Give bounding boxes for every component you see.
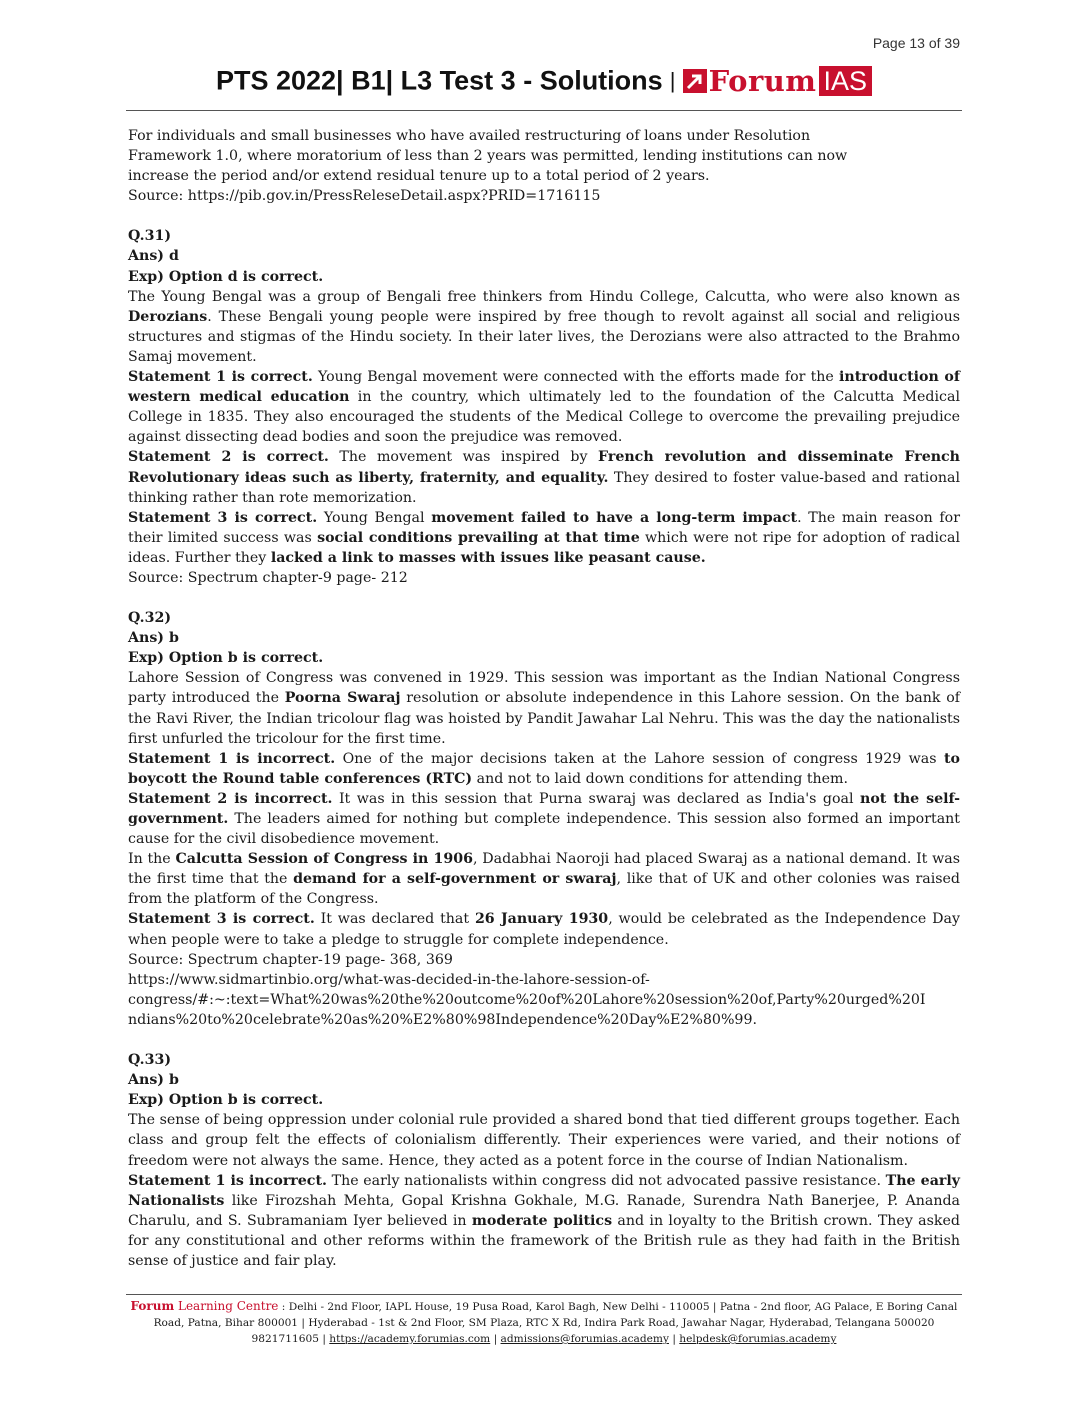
q31-explanation-heading: Exp) Option d is correct.: [128, 268, 324, 285]
q32-source: Source: Spectrum chapter-19 page- 368, 369: [128, 951, 453, 968]
intro-line-1: For individuals and small businesses who have availed restructuring of loans under Resolution: [128, 128, 811, 144]
footer-contact-line: 9821711605 | https://academy.forumias.com | admissions@forumias.academy | helpdesk@forumias.academy: [251, 1333, 837, 1345]
q32-url-line-2: congress/#:~:text=What%20was%20the%20outcome%20of%20Lahore%20session%20of,Party%20urged%20I: [128, 991, 926, 1008]
footer-address-line-2: Road, Patna, Bihar 800001 | Hyderabad - 1st & 2nd Floor, SM Plaza, RTC X Rd, Indira Park Road, Jawahar Nagar, Hyderabad, Telangana 500020: [153, 1317, 935, 1329]
q33-paragraph-1: The sense of being oppression under colonial rule provided a shared bond that tied different groups together. Each class and group felt the effects of colonialism differently. Their experiences were varied, and their notions of freedom were not always the same. Hence, they acted as a potent force in the course of Indian Nationalism.: [128, 1112, 960, 1169]
intro-line-3: increase the period and/or extend residual tenure up to a total period of 2 years.: [128, 168, 710, 185]
footer-brand: Forum Learning Centre: [130, 1299, 279, 1313]
main-content: [128, 126, 960, 1271]
footer-phone: 9821711605: [251, 1333, 319, 1345]
q31-statement-1: Statement 1 is correct. Young Bengal movement were connected with the efforts made for the introduction of western medical education in the country, which ultimately led to the foundation of the Calcutta Medical College in 1835. They also encouraged the students of the Medical College to overcome the prevailing prejudice against dissecting dead bodies and soon the prejudice was removed.: [128, 369, 960, 446]
q33-explanation-heading: Exp) Option b is correct.: [128, 1092, 324, 1109]
q32-url-line-1: https://www.sidmartinbio.org/what-was-decided-in-the-lahore-session-of-: [128, 971, 650, 988]
q32-url-line-3: ndians%20to%20celebrate%20as%20%E2%80%98Independence%20Day%E2%80%99.: [128, 1011, 757, 1028]
q32-statement-1: Statement 1 is incorrect. One of the major decisions taken at the Lahore session of congress 1929 was to boycott the Round table conferences (RTC) and not to laid down conditions for attending them.: [128, 750, 960, 787]
intro-source: Source: https://pib.gov.in/PressReleseDetail.aspx?PRID=1716115: [128, 188, 601, 205]
title-separator: |: [669, 68, 676, 93]
document-header: [0, 64, 1088, 98]
q31-statement-2: Statement 2 is correct. The movement was inspired by French revolution and disseminate French Revolutionary ideas such as liberty, fraternity, and equality. They desired to foster value-based and rational thinking rather than rote memorization.: [128, 449, 960, 506]
footer-website-link[interactable]: https://academy.forumias.com: [329, 1333, 491, 1345]
footer-divider: [126, 1294, 962, 1295]
header-divider: [126, 110, 962, 111]
q33-statement-1: Statement 1 is incorrect. The early nationalists within congress did not advocated passive resistance. The early Nationalists like Firozshah Mehta, Gopal Krishna Gokhale, M.G. Ranade, Surendra Nath Banerjee, P. Ananda Charulu, and S. Subramaniam Iyer believed in moderate politics and in loyalty to the British crown. They asked for any constitutional and other reforms within the framework of the British rule as they had faith in the British sense of justice and fair play.: [128, 1172, 960, 1269]
q31-source: Source: Spectrum chapter-9 page- 212: [128, 569, 408, 586]
document-title: PTS 2022| B1| L3 Test 3 - Solutions: [215, 65, 663, 96]
q32-explanation-heading: Exp) Option b is correct.: [128, 650, 324, 667]
page-number: Page 13 of 39: [872, 35, 960, 51]
q32-statement-2: Statement 2 is incorrect. It was in this session that Purna swaraj was declared as India's goal not the self-government. The leaders aimed for nothing but complete independence. This session also formed an important cause for the civil disobedience movement.: [128, 790, 960, 848]
q32-statement-3: Statement 3 is correct. It was declared that 26 January 1930, would be celebrated as the Independence Day when people were to take a pledge to struggle for complete independence.: [128, 911, 960, 948]
q33-number: Q.33): [128, 1052, 172, 1069]
q33-answer: Ans) b: [128, 1072, 179, 1089]
q31-statement-3: Statement 3 is correct. Young Bengal movement failed to have a long-term impact. The main reason for their limited success was social conditions prevailing at that time which were not ripe for adoption of radical ideas. Further they lacked a link to masses with issues like peasant cause.: [128, 509, 960, 566]
q31-number: Q.31): [128, 228, 172, 245]
footer-address-line-1: Forum Learning Centre : Delhi - 2nd Floor, IAPL House, 19 Pusa Road, Karol Bagh, New Delhi - 110005 | Patna - 2nd floor, AG Palace, E Boring Canal: [130, 1299, 958, 1313]
q31-answer: Ans) d: [128, 248, 179, 265]
footer-admissions-email-link[interactable]: admissions@forumias.academy: [500, 1333, 669, 1345]
intro-line-2: Framework 1.0, where moratorium of less than 2 years was permitted, lending institutions can now: [128, 148, 848, 165]
page-footer: [128, 1298, 960, 1347]
forumias-logo: [683, 64, 872, 98]
q31-paragraph-1: The Young Bengal was a group of Bengali free thinkers from Hindu College, Calcutta, who were also known as Derozians. These Bengali young people were inspired by free though to revolt against all social and religious structures and stigmas of the Hindu society. In their later lives, the Derozians were also attracted to the Brahmo Samaj movement.: [128, 288, 960, 365]
footer-helpdesk-email-link[interactable]: helpdesk@forumias.academy: [679, 1333, 837, 1345]
q32-answer: Ans) b: [128, 630, 179, 647]
q32-paragraph-2: In the Calcutta Session of Congress in 1906, Dadabhai Naoroji had placed Swaraj as a national demand. It was the first time that the demand for a self-government or swaraj, like that of UK and other colonies was raised from the platform of the Congress.: [128, 851, 961, 908]
logo-ias-text: IAS: [819, 66, 873, 96]
q32-number: Q.32): [128, 610, 172, 627]
logo-arrow-icon: [683, 69, 707, 93]
logo-forum-text: Forum: [708, 64, 817, 98]
q32-paragraph-1: Lahore Session of Congress was convened in 1929. This session was important as the Indian National Congress party introduced the Poorna Swaraj resolution or absolute independence in this Lahore session. On the bank of the Ravi River, the Indian tricolour flag was hoisted by Pandit Jawahar Lal Nehru. This was the day the nationalists first unfurled the tricolour for the first time.: [128, 670, 960, 747]
